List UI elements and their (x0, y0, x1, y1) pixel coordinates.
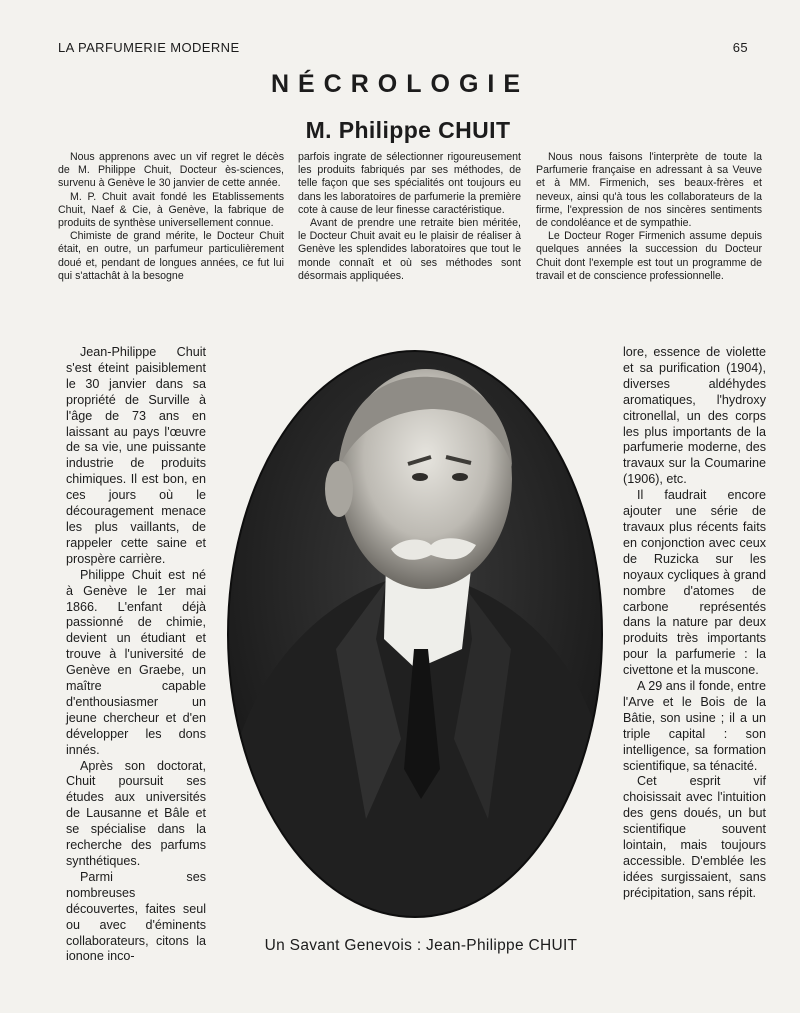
paragraph: Nous apprenons avec un vif regret le décès de M. Philippe Chuit, Docteur ès-sciences, survenu à Genève le 30 janvier de cette année. (58, 151, 284, 190)
publication-name: LA PARFUMERIE MODERNE (58, 40, 240, 55)
portrait-illustration (226, 349, 604, 919)
portrait-photo (226, 349, 604, 919)
paragraph: M. P. Chuit avait fondé les Etablissements Chuit, Naef & Cie, à Genève, la fabrique de produits de synthèse universellement connue. (58, 190, 284, 230)
paragraph: Le Docteur Roger Firmenich assume depuis quelques années la succession du Docteur Chuit dont l'exemple est tout un programme de travail et de conscience professionnelle. (536, 230, 762, 282)
paragraph: Avant de prendre une retraite bien méritée, le Docteur Chuit avait eu le plaisir de réaliser à Genève les splendides laboratoires que tout le monde connaît et où ses méthodes sont désormais appliquées. (298, 217, 521, 282)
page-number: 65 (732, 40, 748, 55)
section-title: NÉCROLOGIE (270, 70, 530, 98)
intro-column-1 (58, 151, 284, 283)
paragraph: Philippe Chuit est né à Genève le 1er mai 1866. L'enfant déjà passionné de chimie, devient un étudiant et trouve à l'université de Genève en Graebe, un maître capable d'enthousiasmer un jeune chercheur et d'en développer les dons innés. (66, 567, 206, 757)
intro-column-3 (536, 151, 762, 283)
intro-column-2 (298, 151, 521, 283)
obituary-title: M. Philippe CHUIT (305, 117, 511, 143)
body-column-right (623, 345, 766, 902)
paragraph: lore, essence de violette et sa purification (1904), diverses aldéhydes aromatiques, l'hydroxy citronellal, un des corps les plus importants de la parfumerie moderne, des travaux sur la Coumarine (1906), etc. (623, 345, 766, 487)
paragraph: Nous nous faisons l'interprète de toute la Parfumerie française en adressant à sa Veuve et à MM. Firmenich, ses beaux-frères et neveux, ainsi qu'à tous les collaborateurs de la firme, l'expression de nos sincères sentiments de condoléance et de sympathie. (536, 151, 762, 230)
body-column-left (66, 345, 206, 965)
photo-caption: Un Savant Genevois : Jean-Philippe CHUIT (264, 937, 578, 954)
paragraph: Jean-Philippe Chuit s'est éteint paisiblement le 30 janvier dans sa propriété de Surville à l'âge de 73 ans en laissant au pays l'œuvre de sa vie, une puissante industrie de produits chimiques. Il est bon, en ces jours où le découragement menace les plus vaillants, de rappeler cette saine et prospère carrière. (66, 345, 206, 566)
paragraph: Après son doctorat, Chuit poursuit ses études aux universités de Lausanne et Bâle et se spécialise dans la recherche des parfums synthétiques. (66, 758, 206, 868)
paragraph: Chimiste de grand mérite, le Docteur Chuit était, en outre, un parfumeur particulièrement doué et, pendant de longues années, ce fut lui qui s'attachât à la besogne (58, 230, 284, 282)
paragraph: parfois ingrate de sélectionner rigoureusement les produits fabriqués par ses méthodes, de telle façon que ses spécialités ont toujours eu dans les laboratoires de parfumerie la première cote à cause de leur finesse caractéristique. (298, 151, 521, 216)
paragraph: Parmi ses nombreuses découvertes, faites seul ou avec d'éminents collaborateurs, citons la ionone inco- (66, 869, 206, 964)
paragraph: Il faudrait encore ajouter une série de travaux plus récents faits en conjonction avec ceux de Ruzicka sur les noyaux cycliques à grand nombre d'atomes de carbone représentés dans la nature par deux produits très importants pour la parfumerie : la civettone et la muscone. (623, 488, 766, 678)
paragraph: A 29 ans il fonde, entre l'Arve et le Bois de la Bâtie, son usine ; il a un triple capital : son intelligence, sa formation scientifique, sa ténacité. (623, 679, 766, 773)
paragraph: Cet esprit vif choisissait avec l'intuition des gens doués, un but scientifique souvent lointain, mais toujours accessible. D'emblée les idées surgissaient, sans précipitation, sans répit. (623, 774, 766, 900)
running-head (58, 40, 748, 55)
